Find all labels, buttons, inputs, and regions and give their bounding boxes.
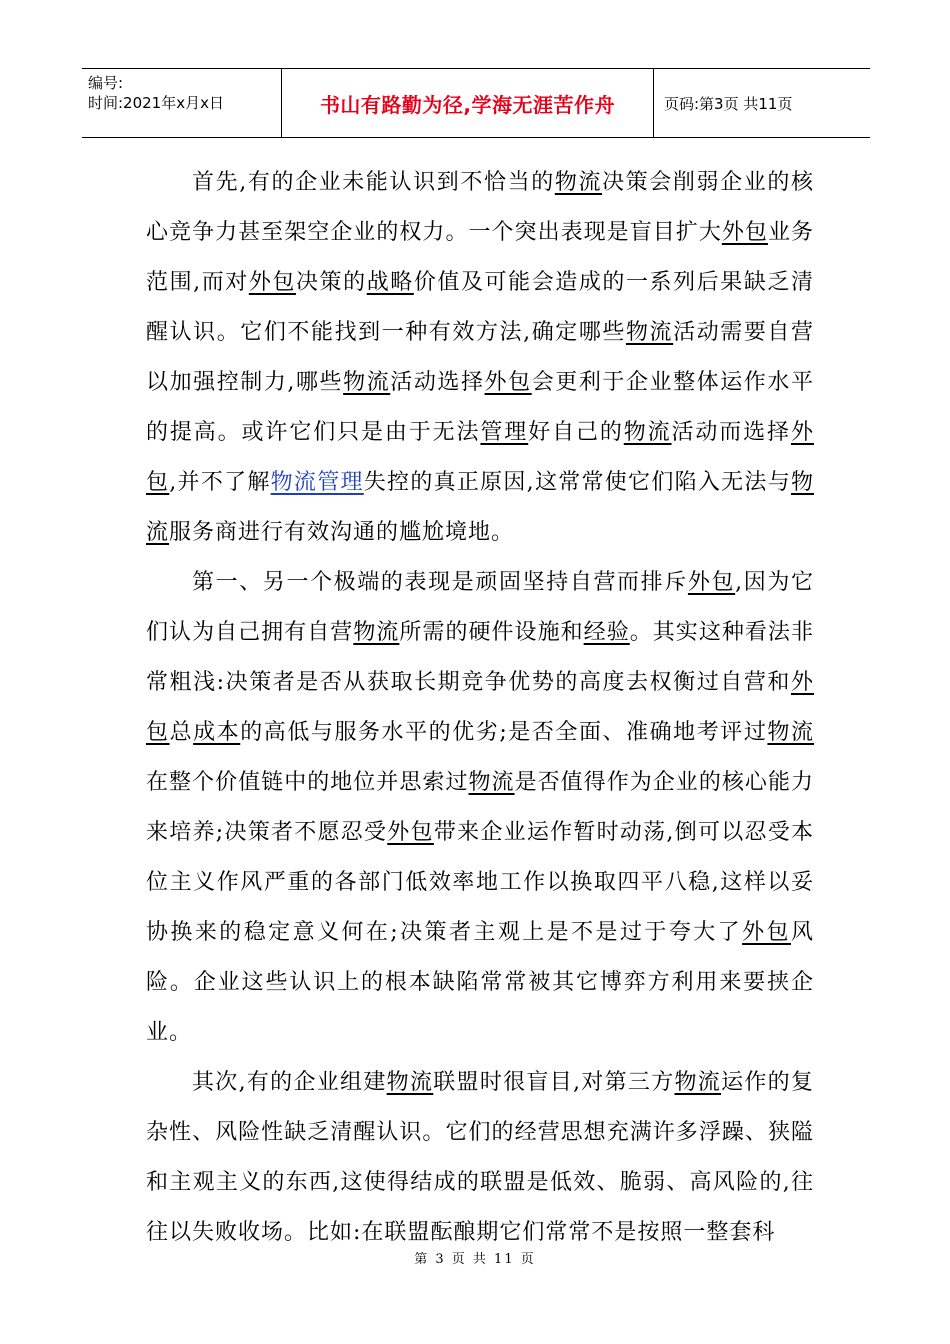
number-label: 编号: xyxy=(88,74,124,92)
text-run: 在整个价值链中的地位并思索过 xyxy=(146,770,469,795)
underlined-term: 物流 xyxy=(625,320,674,345)
text-run: 其次,有的企业组建 xyxy=(192,1070,387,1095)
underlined-term: 物流 xyxy=(146,470,814,545)
text-run: 总 xyxy=(169,720,194,745)
text-run: 失控的真正原因,这常常使它们陷入无法与 xyxy=(363,470,791,495)
header-table xyxy=(82,68,870,138)
hyperlink[interactable]: 物流管理 xyxy=(270,470,364,495)
text-run: 服务商进行有效沟通的尴尬境地。 xyxy=(169,520,515,545)
underlined-term: 经验 xyxy=(583,620,630,645)
header-motto: 书山有路勤为径,学海无涯苦作舟 xyxy=(282,69,654,137)
underlined-term: 外包 xyxy=(248,270,296,295)
paragraph xyxy=(146,1058,814,1258)
underlined-term: 外包 xyxy=(721,220,768,245)
text-run: ,因为它们认为自己拥有自营 xyxy=(146,570,814,645)
underlined-term: 战略 xyxy=(366,270,414,295)
text-run: 联盟时很盲目,对第三方 xyxy=(433,1070,675,1095)
text-run: 活动而选择 xyxy=(671,420,791,445)
text-run: 活动选择 xyxy=(390,370,485,395)
underlined-term: 外包 xyxy=(742,920,791,945)
text-run: 所需的硬件设施和 xyxy=(399,620,584,645)
underlined-term: 外包 xyxy=(687,570,736,595)
text-run: 好自己的 xyxy=(528,420,624,445)
underlined-term: 管理 xyxy=(480,420,529,445)
text-run: 首先,有的企业未能认识到不恰当的 xyxy=(192,170,555,195)
text-run: 运作的复杂性、风险性缺乏清醒认识。它们的经营思想充满许多浮躁、狭隘和主观主义的东西,这使得结成的联盟是低效、脆弱、高风险的,往往以失败收场。比如:在联盟酝酿期它们常常不是按照一整套科 xyxy=(146,1070,814,1245)
underlined-term: 外包 xyxy=(146,420,814,495)
underlined-term: 物流 xyxy=(554,170,603,195)
text-run: 风险。企业这些认识上的根本缺陷常常被其它博弈方利用来要挟企业。 xyxy=(146,920,814,1045)
underlined-term: 成本 xyxy=(193,720,241,745)
text-run: 。其实这种看法非常粗浅:决策者是否从获取长期竞争优势的高度去权衡过自营和 xyxy=(146,620,814,695)
text-run: 第一、另一个极端的表现是顽固坚持自营而排斥 xyxy=(192,570,688,595)
header-left-cell xyxy=(82,69,282,137)
underlined-term: 外包 xyxy=(484,370,532,395)
text-run: 的高低与服务水平的优劣;是否全面、准确地考评过 xyxy=(240,720,768,745)
underlined-term: 物流 xyxy=(674,1070,722,1095)
text-run: ,并不了解 xyxy=(169,470,271,495)
text-run: 活动需要自营以加强控制力,哪些 xyxy=(146,320,814,395)
underlined-term: 物流 xyxy=(353,620,400,645)
underlined-term: 物流 xyxy=(343,370,391,395)
text-run: 决策会削弱企业的核心竞争力甚至架空企业的权力。一个突出表现是盲目扩大 xyxy=(146,170,814,245)
underlined-term: 物流 xyxy=(623,420,672,445)
paragraph xyxy=(146,158,814,558)
text-run: 带来企业运作暂时动荡,倒可以忍受本位主义作风严重的各部门低效率地工作以换取四平八稳,这样以妥协换来的稳定意义何在;决策者主观上是不是过于夸大了 xyxy=(146,820,814,945)
header-page-info: 页码:第3页 共11页 xyxy=(664,94,793,113)
underlined-term: 物流 xyxy=(767,720,814,745)
underlined-term: 外包 xyxy=(387,820,434,845)
paragraph xyxy=(146,558,814,1058)
text-run: 会更利于企业整体运作水平的提高。或许它们只是由于无法 xyxy=(146,370,814,445)
text-run: 价值及可能会造成的一系列后果缺乏清醒认识。它们不能找到一种有效方法,确定哪些 xyxy=(146,270,814,345)
time-label: 时间:2021年x月x日 xyxy=(88,94,224,112)
text-run: 决策的 xyxy=(295,270,367,295)
page-footer: 第 3 页 共 11 页 xyxy=(414,1252,536,1267)
underlined-term: 物流 xyxy=(468,770,515,795)
underlined-term: 物流 xyxy=(386,1070,434,1095)
text-run: 是否值得作为企业的核心能力来培养;决策者不愿忍受 xyxy=(146,770,814,845)
text-run: 业务范围,而对 xyxy=(146,220,814,295)
document-body xyxy=(146,158,814,1258)
underlined-term: 外包 xyxy=(146,670,814,745)
